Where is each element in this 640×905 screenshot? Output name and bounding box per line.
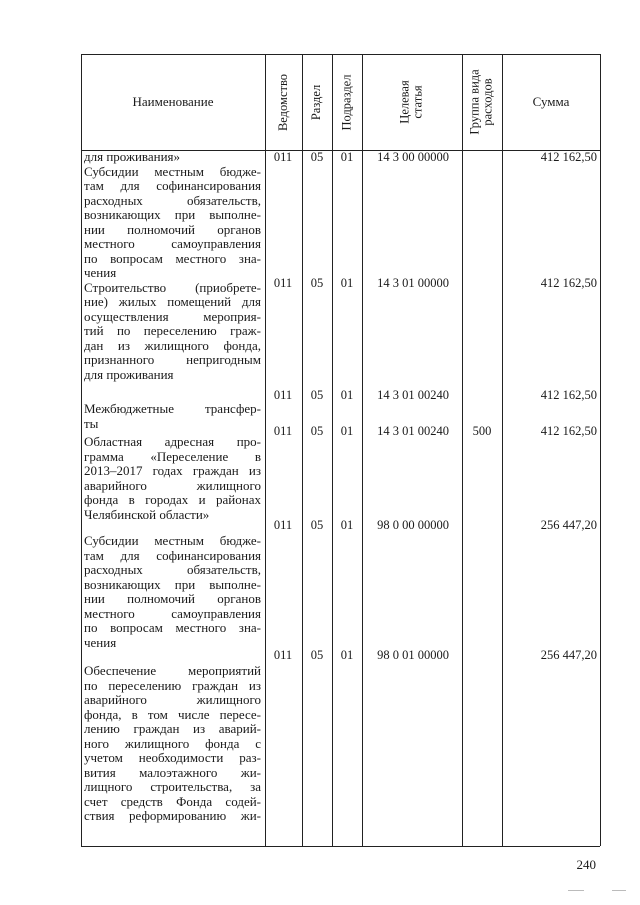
row-5-razdel: 05 (310, 648, 324, 662)
row-1-podrazdel: 01 (340, 276, 354, 290)
header-gruppa-label (469, 69, 495, 134)
row-2-name-line: Строительство (приобрете- (84, 280, 261, 295)
row-1-razdel: 05 (310, 276, 324, 290)
row-6-name-line: ного жилищного фонда с (84, 736, 261, 751)
row-5-summa: 256 447,20 (540, 648, 597, 662)
row-2-name-line: признанного непригодным (84, 353, 261, 367)
row-4-name-line: Челябинской области» (84, 507, 210, 522)
row-1-name-line: по вопросам местного зна- (84, 251, 261, 266)
row-2-name-line: тий по переселению граж- (84, 324, 261, 338)
row-0-summa: 412 162,50 (540, 150, 597, 164)
row-0-razdel: 05 (310, 150, 324, 164)
row-0-name-line: для проживания» (84, 150, 181, 164)
row-1-celevaya: 14 3 01 00000 (377, 276, 449, 290)
page-number: 240 (576, 857, 596, 872)
table-left-border (81, 54, 82, 846)
row-6-name-line: учетом необходимости раз- (84, 751, 261, 765)
row-5-name-line: местного самоуправления (84, 606, 261, 621)
header-razdel (302, 54, 332, 150)
row-5-name-line: там для софинансирования (84, 548, 261, 563)
header-vedomstvo-label: Ведомство (276, 73, 290, 131)
row-5-vedomstvo: 011 (273, 648, 293, 662)
row-5-name-line: нии полномочий органов (84, 592, 261, 606)
row-2-vedomstvo: 011 (273, 388, 293, 402)
row-5-name-line: Субсидии местным бюдже- (84, 534, 261, 548)
row-3-vedomstvo: 011 (273, 424, 293, 438)
row-1-name-line: расходных обязательств, (84, 193, 261, 208)
header-gruppa-line-1: Группа вида (468, 69, 483, 135)
row-6-name-line: по переселению граждан из (84, 678, 261, 693)
table-right-border (600, 54, 601, 846)
scan-mark (612, 890, 626, 891)
row-4-celevaya: 98 0 00 00000 (377, 518, 449, 532)
table-bottom-border (81, 846, 600, 847)
header-celevaya (362, 54, 462, 150)
row-2-name-line: ние) жилых помещений для (84, 295, 261, 309)
row-2-name-line: для проживания (84, 367, 174, 382)
row-1-vedomstvo: 011 (273, 276, 293, 290)
row-0-celevaya: 14 3 00 00000 (377, 150, 449, 164)
row-4-name-line: грамма «Переселение в (84, 449, 261, 464)
row-4-summa: 256 447,20 (540, 518, 597, 532)
row-5-name-line: по вопросам местного зна- (84, 621, 261, 635)
header-name (81, 54, 265, 150)
col-divider-summa (502, 54, 503, 846)
row-1-name-line: чения (84, 266, 117, 280)
col-divider-vedomstvo (265, 54, 266, 846)
row-4-name (84, 435, 261, 522)
row-1-name-line: Субсидии местным бюдже- (84, 164, 261, 179)
row-3-name-line: ты (84, 416, 99, 431)
row-6-name-line: вития малоэтажного жи- (84, 765, 261, 780)
header-summa-label: Сумма (532, 94, 570, 109)
row-4-name-line: Областная адресная про- (84, 435, 261, 449)
row-3-podrazdel: 01 (340, 424, 354, 438)
row-6-name-line: Обеспечение мероприятий (84, 664, 261, 678)
col-divider-celevaya (362, 54, 363, 846)
row-3-summa: 412 162,50 (540, 424, 597, 438)
scan-mark (568, 890, 584, 891)
row-5-podrazdel: 01 (340, 648, 354, 662)
row-4-razdel: 05 (310, 518, 324, 532)
row-6-name-line: фонда, в том числе пересе- (84, 707, 261, 722)
header-name-label: Наименование (132, 94, 214, 109)
row-0-podrazdel: 01 (340, 150, 354, 164)
row-2-name-line: осуществления мероприя- (84, 309, 261, 324)
col-divider-podrazdel (332, 54, 333, 846)
row-4-name-line: фонда в городах и районах (84, 493, 261, 507)
row-1-name-line: там для софинансирования (84, 179, 261, 193)
col-divider-razdel (302, 54, 303, 846)
row-4-name-line: 2013–2017 годах граждан из (84, 464, 261, 478)
row-2-razdel: 05 (310, 388, 324, 402)
row-1-name-line: возникающих при выполне- (84, 208, 261, 222)
header-celevaya-line-1: Целевая (398, 80, 412, 124)
row-2-name (84, 281, 261, 383)
row-5-name (84, 534, 261, 650)
row-6-name-line: ствия реформированию жи- (84, 809, 261, 823)
header-gruppa-line-2: расходов (481, 78, 496, 126)
row-0-vedomstvo: 011 (273, 150, 293, 164)
header-razdel-label: Раздел (309, 84, 324, 120)
header-podrazdel-label: Подраздел (339, 74, 354, 130)
row-3-name-line: Межбюджетные трансфер- (84, 402, 261, 416)
row-6-name-line: лению граждан из аварий- (84, 722, 261, 736)
row-1-name-line: местного самоуправления (84, 237, 261, 251)
row-2-summa: 412 162,50 (540, 388, 597, 402)
header-summa (502, 54, 600, 150)
row-4-name-line: аварийного жилищного (84, 478, 261, 493)
row-3-celevaya: 14 3 01 00240 (377, 424, 449, 438)
row-2-podrazdel: 01 (340, 388, 354, 402)
row-6-name (84, 664, 261, 824)
row-1-name-line: нии полномочий органов (84, 222, 261, 237)
header-podrazdel (332, 54, 362, 150)
header-celevaya-line-2: статья (411, 85, 425, 119)
row-1-name (84, 165, 261, 281)
row-3-razdel: 05 (310, 424, 324, 438)
row-5-name-line: чения (84, 635, 117, 650)
row-0-name (84, 150, 261, 165)
row-2-celevaya: 14 3 01 00240 (377, 388, 449, 402)
col-divider-gruppa (462, 54, 463, 846)
row-6-name-line: аварийного жилищного (84, 693, 261, 707)
row-3-name (84, 402, 261, 431)
row-6-name-line: счет средств Фонда содей- (84, 794, 261, 809)
row-5-name-line: расходных обязательств, (84, 563, 261, 577)
row-4-vedomstvo: 011 (273, 518, 293, 532)
row-1-summa: 412 162,50 (540, 276, 597, 290)
row-2-name-line: дан из жилищного фонда, (84, 338, 261, 353)
row-4-podrazdel: 01 (340, 518, 354, 532)
header-vedomstvo (265, 54, 302, 150)
row-5-celevaya: 98 0 01 00000 (377, 648, 449, 662)
header-celevaya-label (399, 80, 425, 123)
row-3-gruppa: 500 (472, 424, 492, 438)
header-gruppa (462, 54, 502, 150)
row-6-name-line: лищного строительства, за (84, 780, 261, 794)
row-5-name-line: возникающих при выполне- (84, 577, 261, 592)
